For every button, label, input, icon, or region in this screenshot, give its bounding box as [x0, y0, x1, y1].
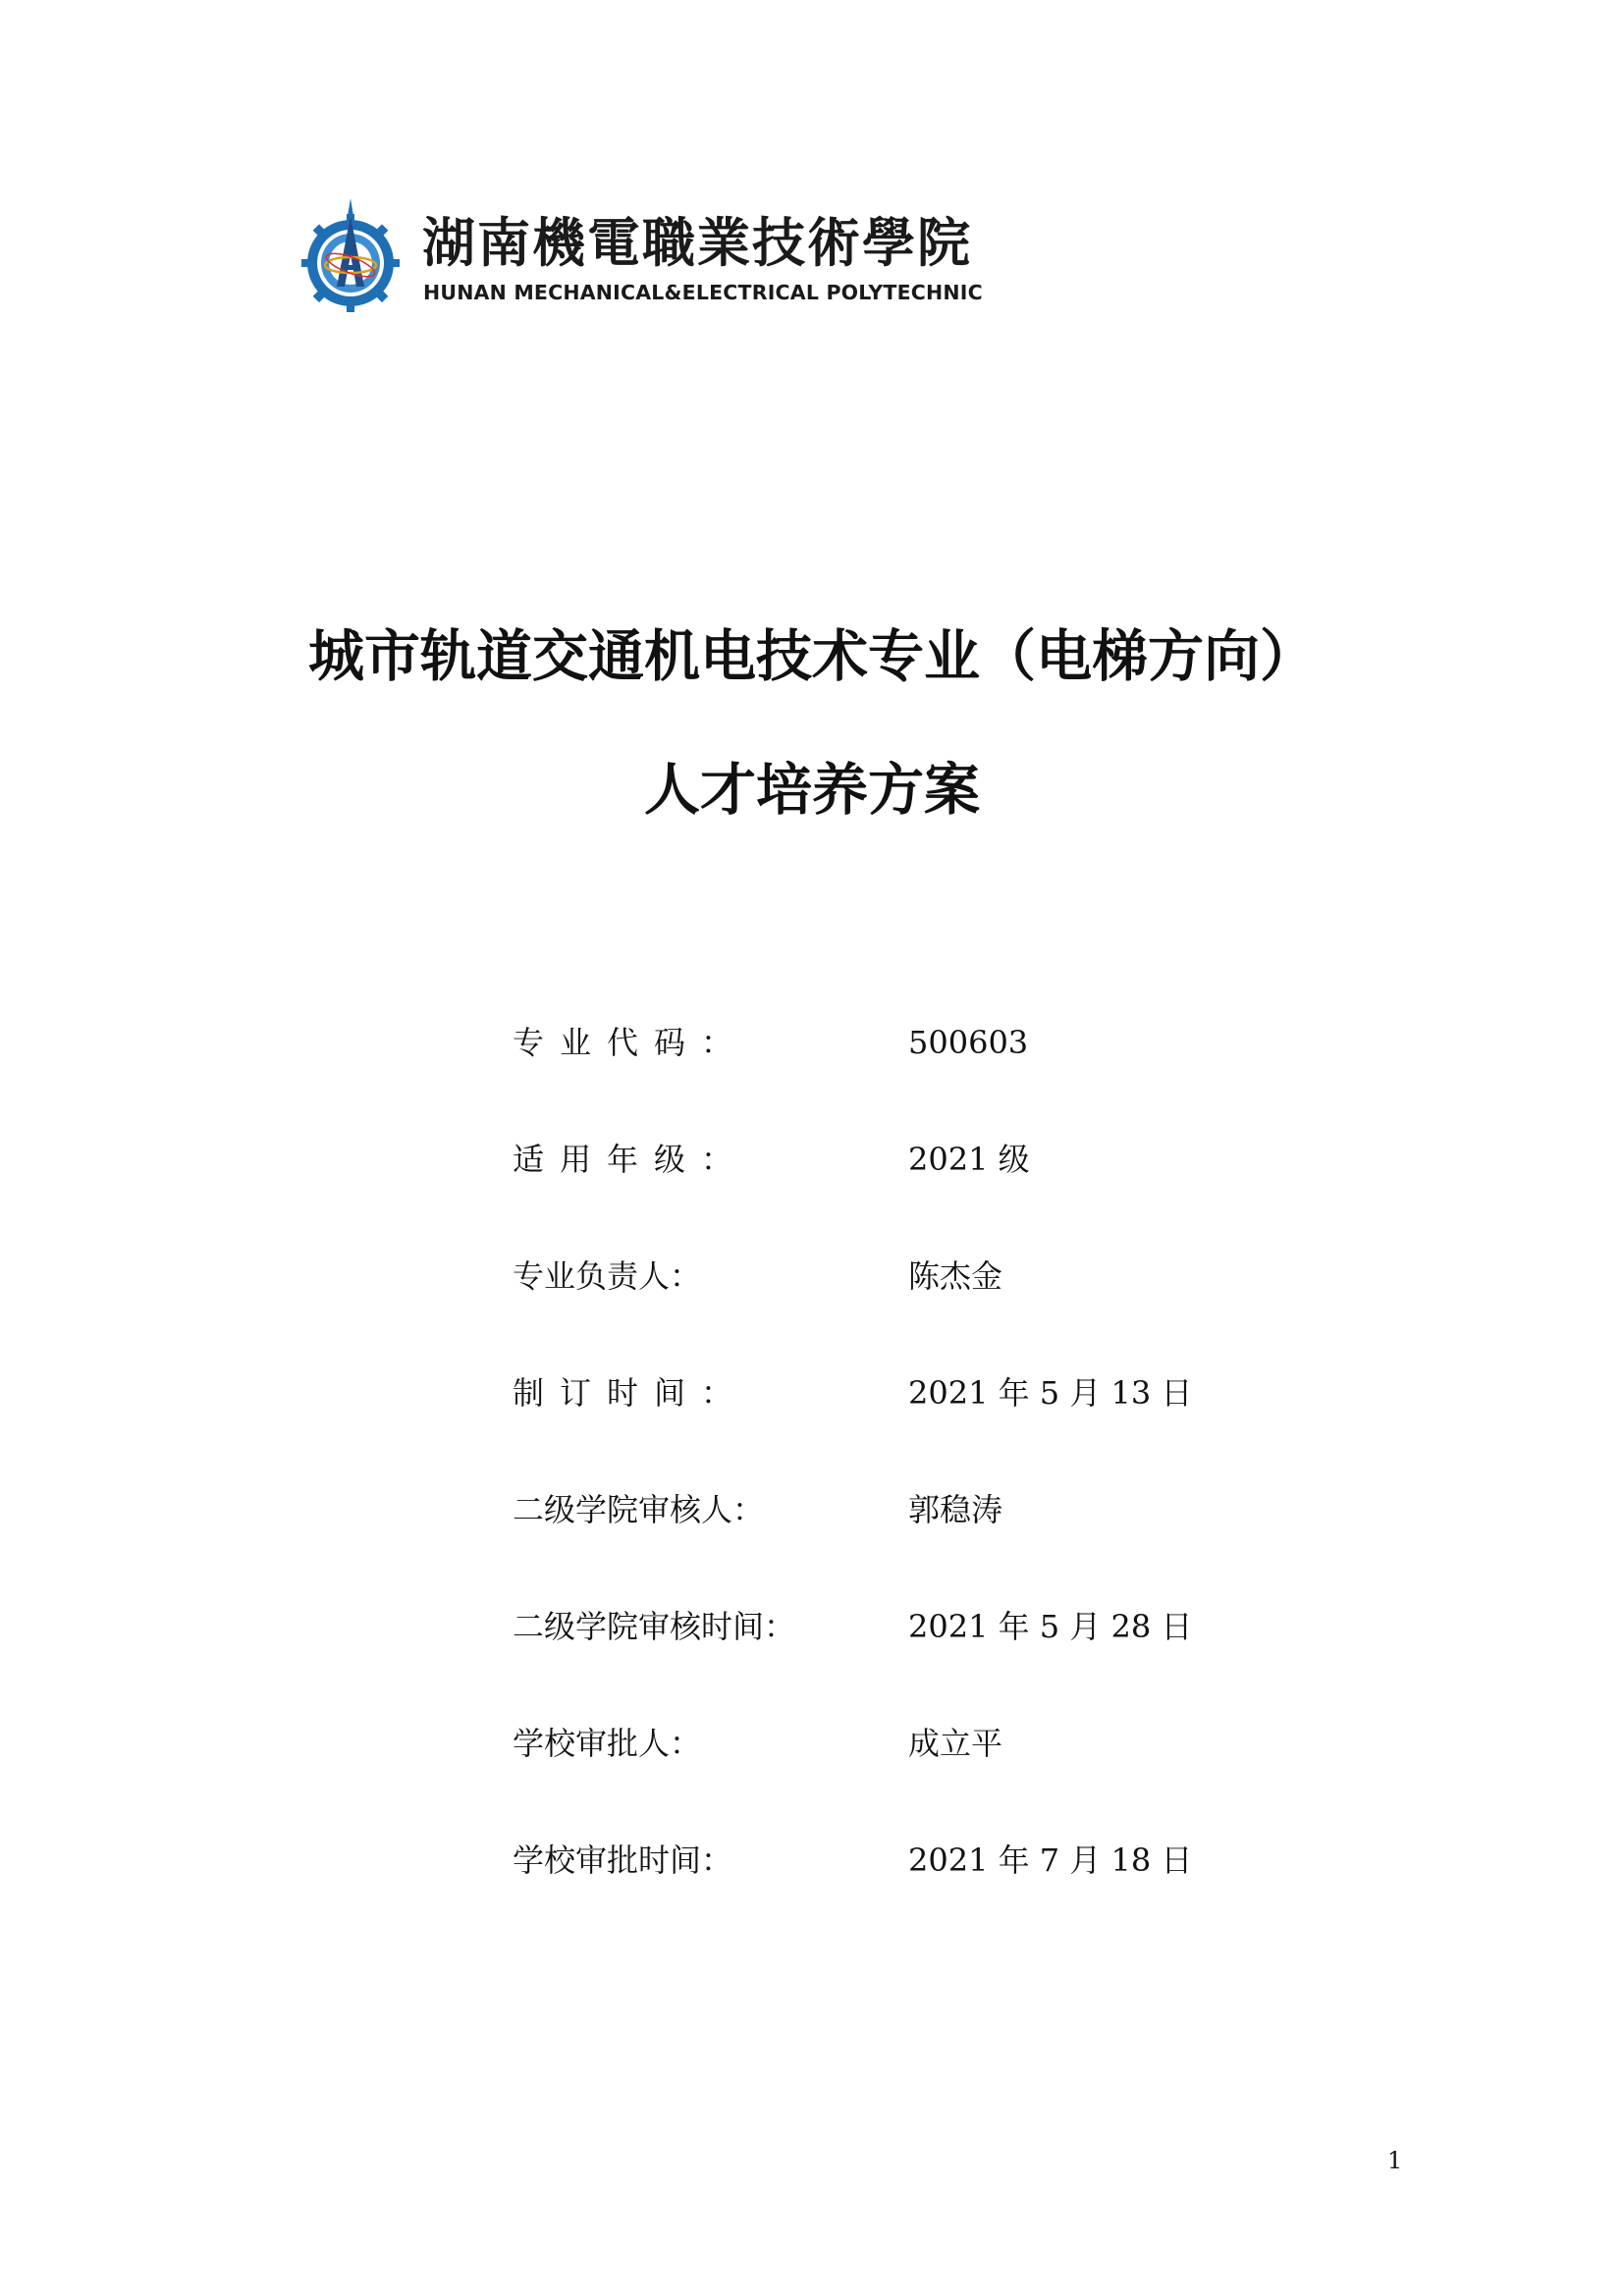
- info-value: 2021 年 5 月 28 日: [908, 1608, 1193, 1645]
- info-label: 专业负责人：: [513, 1257, 702, 1295]
- info-row-major-head: [513, 1257, 1298, 1377]
- info-value: 500603: [908, 1024, 1029, 1061]
- college-name-cn: 湖南機電職業技術學院: [422, 211, 972, 274]
- info-row-approval-date: [513, 1844, 1298, 1961]
- info-label: 制订时间：: [513, 1374, 749, 1412]
- college-logo: [299, 196, 1006, 319]
- college-name-en: HUNAN MECHANICAL&ELECTRICAL POLYTECHNIC: [423, 281, 983, 304]
- info-label: 适用年级：: [513, 1141, 749, 1178]
- info-row-grade: [513, 1141, 1298, 1260]
- document-title-line-1: 城市轨道交通机电技术专业（电梯方向）: [308, 624, 1316, 689]
- info-label: 专业代码：: [513, 1024, 749, 1061]
- info-value: 成立平: [908, 1725, 1003, 1762]
- info-value: 2021 年 7 月 18 日: [908, 1842, 1193, 1879]
- document-title-line-2: 人才培养方案: [644, 758, 980, 823]
- info-value: 2021 年 5 月 13 日: [908, 1374, 1193, 1412]
- info-row-major-code: [513, 1024, 1298, 1144]
- info-value: 郭稳涛: [908, 1491, 1003, 1528]
- info-row-school-reviewer: [513, 1491, 1298, 1611]
- page-number: 1: [1387, 2147, 1403, 2174]
- info-label: 二级学院审核时间：: [513, 1608, 796, 1645]
- info-label: 二级学院审核人：: [513, 1491, 765, 1528]
- info-row-school-review-date: [513, 1608, 1298, 1728]
- info-value: 陈杰金: [908, 1257, 1003, 1295]
- info-row-approver: [513, 1725, 1298, 1844]
- info-label: 学校审批人：: [513, 1725, 702, 1762]
- college-emblem-icon: [299, 196, 403, 314]
- info-label: 学校审批时间：: [513, 1842, 733, 1879]
- info-value: 2021 级: [908, 1141, 1030, 1178]
- document-info-list: [513, 1024, 1298, 1961]
- info-row-drafted-date: [513, 1374, 1298, 1494]
